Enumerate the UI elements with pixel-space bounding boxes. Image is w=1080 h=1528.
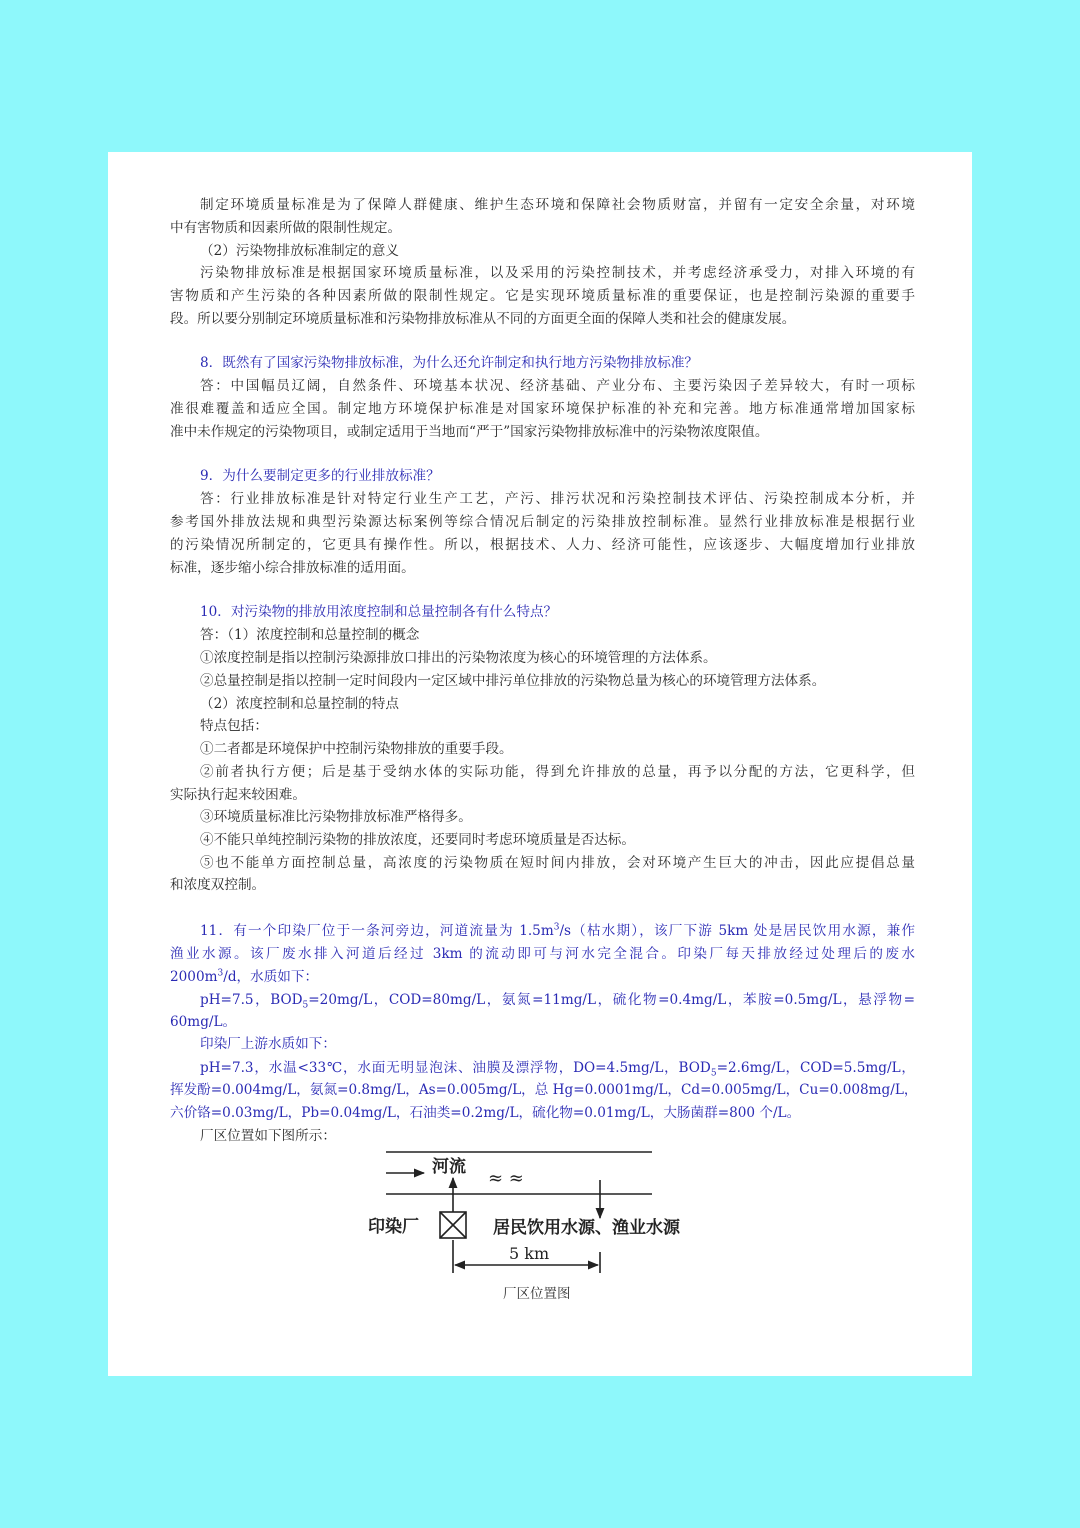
answer-line: ③环境质量标准比污染物排放标准严格得多。 xyxy=(200,809,472,825)
answer-line: ②前者执行方便；后是基于受纳水体的实际功能，得到允许排放的总量，再予以分配的方法，它更科学，但 xyxy=(200,764,915,780)
answer-line: 和浓度双控制。 xyxy=(170,877,266,893)
answer-line: ①浓度控制是指以控制污染源排放口排出的污染物浓度为核心的环境管理的方法体系。 xyxy=(200,650,717,666)
answer-line: （2）浓度控制和总量控制的特点 xyxy=(200,696,399,712)
question-11-line: pH=7.5，$BOD_5=20mg/L$，COD=80mg/L，氨氮=11mg/L，硫化物=0.4mg/L，苯胺=0.5mg/L，悬浮物= xyxy=(200,992,915,1011)
answer-line: ⑤也不能单方面控制总量，高浓度的污染物质在短时间内排放，会对环境产生巨大的冲击，因此应提倡总量 xyxy=(200,855,915,871)
text-line: 害物质和产生污染的各种因素所做的限制性规定。它是实现环境质量标准的重要保证，也是控制污染源的重要手 xyxy=(170,288,915,304)
text-line: 中有害物质和因素所做的限制性规定。 xyxy=(170,220,402,236)
question-11-line: 渔业水源。该厂废水排入河道后经过 3km 的流动即可与河水完全混合。印染厂每天排放经过处理后的废水 xyxy=(170,946,915,962)
answer-line: 答：中国幅员辽阔，自然条件、环境基本状况、经济基础、产业分布、主要污染因子差异较大，有时一项标 xyxy=(200,378,915,394)
question-9: 9．为什么要制定更多的行业排放标准？ xyxy=(200,468,440,484)
text-line: 段。所以要分别制定环境质量标准和污染物排放标准从不同的方面更全面的保障人类和社会的健康发展。 xyxy=(170,311,796,327)
answer-line: 标准，逐步缩小综合排放标准的适用面。 xyxy=(170,560,415,576)
answer-line: ①二者都是环境保护中控制污染物排放的重要手段。 xyxy=(200,741,513,757)
section-heading: （2）污染物排放标准制定的意义 xyxy=(200,243,399,259)
answer-line: 准中未作规定的污染物项目，或制定适用于当地而“严于”国家污染物排放标准中的污染物浓度限值。 xyxy=(170,424,769,440)
answer-line: 特点包括： xyxy=(200,718,268,734)
question-11-line: $2000m^3/d$，水质如下： xyxy=(170,968,319,985)
answer-line: 答：行业排放标准是针对特定行业生产工艺，产污、排污状况和污染控制技术评估、污染控制成本分析，并 xyxy=(200,491,915,507)
question-11-line: 六价铬=0.03mg/L，Pb=0.04mg/L，石油类=0.2mg/L，硫化物=0.01mg/L，大肠菌群=800 个/L。 xyxy=(170,1105,801,1121)
answer-line: 参考国外排放法规和典型污染源达标案例等综合情况后制定的污染排放控制标准。显然行业排放标准是根据行业 xyxy=(170,514,915,530)
text-line: 污染物排放标准是根据国家环境质量标准，以及采用的污染控制技术，并考虑经济承受力，对排入环境的有 xyxy=(200,265,915,281)
answer-line: 的污染情况所制定的，它更具有操作性。所以，根据技术、人力、经济可能性，应该逐步、大幅度增加行业排放 xyxy=(170,537,915,553)
factory-label: 印染厂 xyxy=(368,1217,419,1237)
question-11-line: 厂区位置如下图所示： xyxy=(200,1128,336,1144)
question-11-line: 印染厂上游水质如下： xyxy=(200,1036,336,1052)
text-line: 制定环境质量标准是为了保障人群健康、维护生态环境和保障社会物质财富，并留有一定安全余量，对环境 xyxy=(200,197,915,213)
question-11-line: 11．有一个印染厂位于一条河旁边，河道流量为 $1.5m^3/s$（枯水期），该厂下游 5km 处是居民饮用水源，兼作 xyxy=(200,922,915,939)
answer-line: ②总量控制是指以控制一定时间段内一定区域中排污单位排放的污染物总量为核心的环境管理方法体系。 xyxy=(200,673,826,689)
distance-label: 5 km xyxy=(509,1244,550,1263)
river-label: 河流 xyxy=(432,1157,466,1177)
question-11-line: 挥发酚=0.004mg/L，氨氮=0.8mg/L，As=0.005mg/L，总 Hg=0.0001mg/L，Cd=0.005mg/L，Cu=0.008mg/L， xyxy=(170,1082,918,1098)
answer-line: 实际执行起来较困难。 xyxy=(170,787,306,803)
site-location-diagram xyxy=(360,1140,730,1310)
question-8: 8．既然有了国家污染物排放标准，为什么还允许制定和执行地方污染物排放标准？ xyxy=(200,355,699,371)
answer-line: 准很难覆盖和适应全国。制定地方环境保护标准是对国家环境保护标准的补充和完善。地方标准通常增加国家标 xyxy=(170,401,915,417)
river-waves: ≈ ≈ xyxy=(488,1168,524,1189)
answer-line: ④不能只单纯控制污染物的排放浓度，还要同时考虑环境质量是否达标。 xyxy=(200,832,635,848)
question-10: 10．对污染物的排放用浓度控制和总量控制各有什么特点？ xyxy=(200,604,558,620)
diagram-caption: 厂区位置图 xyxy=(503,1286,571,1302)
question-11-line: pH=7.3，水温<33℃，水面无明显泡沫、油膜及漂浮物，DO=4.5mg/L，$BOD_5=2.6mg/L$，COD=5.5mg/L， xyxy=(200,1060,915,1079)
answer-line: 答：（1）浓度控制和总量控制的概念 xyxy=(200,627,420,643)
question-11-line: 60mg/L。 xyxy=(170,1014,237,1030)
intake-label: 居民饮用水源、渔业水源 xyxy=(493,1218,680,1238)
